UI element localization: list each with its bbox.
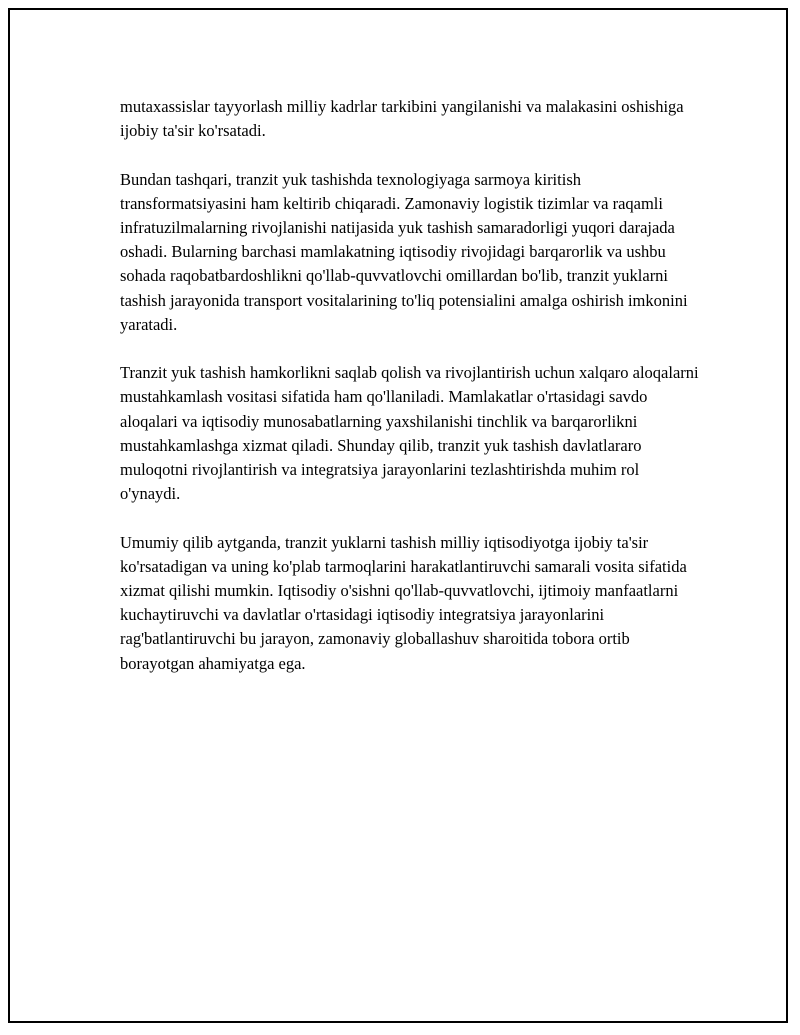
paragraph-1: mutaxassislar tayyorlash milliy kadrlar tarkibini yangilanishi va malakasini oshishiga ijobiy ta'sir ko'rsatadi. xyxy=(120,97,684,141)
paragraph-3: Tranzit yuk tashish hamkorlikni saqlab qolish va rivojlantirish uchun xalqaro aloqalarni mustahkamlash vositasi sifatida ham qo'llaniladi. Mamlakatlar o'rtasidagi savdo aloqalari va iqtisodiy munosabatlarning yaxshilanishi tinchlik va barqarorlikni mustahkamlashga xizmat qiladi. Shunday qilib, tranzit yuk tashish davlatlararo muloqotni rivojlantirish va integratsiya jarayonlarini tezlashtirishda muhim rol o'ynaydi. xyxy=(120,363,699,504)
paragraph-2: Bundan tashqari, tranzit yuk tashishda texnologiyaga sarmoya kiritish transformatsiyasini ham keltirib chiqaradi. Zamonaviy logistik tizimlar va raqamli infratuzilmalarning rivojlanishi natijasida yuk tashish samaradorligi yuqori darajada oshadi. Bularning barchasi mamlakatning iqtisodiy rivojidagi barqarorlik va ushbu sohada raqobatbardoshlikni qo'llab-quvvatlovchi omillardan bo'lib, tranzit yuklarni tashish jarayonida transport vositalarining to'liq potensialini amalga oshirish imkonini yaratadi. xyxy=(120,169,688,334)
page-frame xyxy=(8,8,788,1023)
paragraph-4: Umumiy qilib aytganda, tranzit yuklarni tashish milliy iqtisodiyotga ijobiy ta'sir ko'rsatadigan va uning ko'plab tarmoqlarini harakatlantiruvchi samarali vosita sifatida xizmat qilishi mumkin. Iqtisodiy o'sishni qo'llab-quvvatlovchi, ijtimoiy manfaatlarni kuchaytiruvchi va davlatlar o'rtasidagi iqtisodiy integratsiya jarayonlarini rag'batlantiruvchi bu jarayon, zamonaviy globallashuv sharoitida tobora ortib borayotgan ahamiyatga ega. xyxy=(120,532,687,673)
document-body xyxy=(120,95,700,700)
